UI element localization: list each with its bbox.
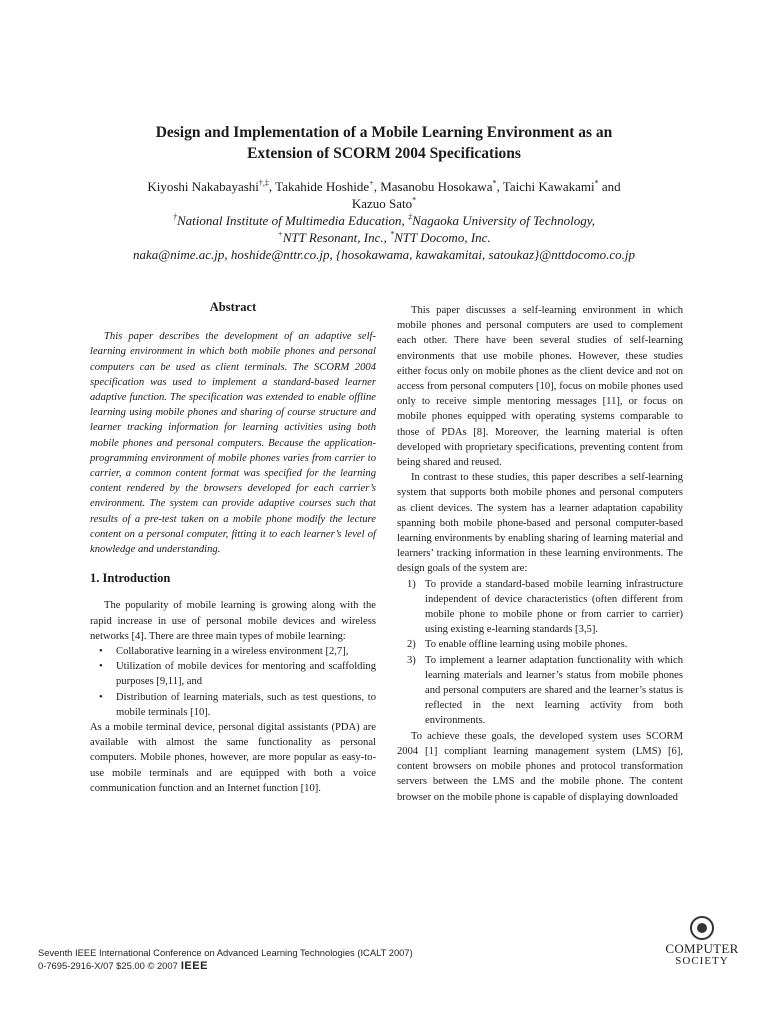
body-paragraph-1: This paper discusses a self-learning environment in which mobile phones and personal computers are used to complement each other. There have been several studies of self-learning environments that use mobile phones. However, these studies either focus only on mobile phones as the client device and not on access from personal computers [10], focus on mobile phones used only to receive simple mentoring messages [11], or focus on mobile phones equipped with operating systems comparable to those of PDAs [8]. Moreover, the learning material is often developed with proprietary specifications, preventing content from being shared and reused. xyxy=(397,305,683,469)
computer-society-emblem-icon xyxy=(690,916,714,940)
list-item xyxy=(90,659,376,689)
author-name: Kazuo Sato xyxy=(351,196,413,211)
paper-title xyxy=(90,122,678,164)
author-mark: * xyxy=(492,178,497,188)
list-item xyxy=(90,644,376,659)
list-item-text: To provide a standard-based mobile learning infrastructure independent of device characteristics (often different from mobile phone to mobile phone or from carrier to carrier) using existing e-learning standards [3,5]. xyxy=(425,578,683,636)
affiliation-mark: † xyxy=(172,212,177,222)
list-number: 3) xyxy=(407,654,416,666)
list-number: 2) xyxy=(407,639,416,651)
abstract-heading: Abstract xyxy=(209,300,257,314)
list-item xyxy=(397,653,683,729)
list-number: 1) xyxy=(407,578,416,590)
intro-paragraph-2: As a mobile terminal device, personal digital assistants (PDA) are available with almost the same functionality as personal computers. Mobile phones, however, are more popular as easy-to-use mobile terminals and are equipped with both a voice communication function and an Internet function [10]. xyxy=(90,722,376,794)
logo-text-line-2: SOCIETY xyxy=(675,955,729,967)
conference-name: Seventh IEEE International Conference on Advanced Learning Technologies (ICALT 2007) xyxy=(38,947,413,958)
list-item-text: Utilization of mobile devices for mentoring and scaffolding purposes [9,11], and xyxy=(116,661,376,688)
list-item-text: To enable offline learning using mobile phones. xyxy=(425,639,628,651)
left-column xyxy=(90,300,376,796)
author-list xyxy=(78,178,690,195)
intro-paragraph-1: The popularity of mobile learning is growing along with the rapid increase in use of personal mobile devices and wireless networks [4]. There are three main types of mobile learning: xyxy=(90,600,376,642)
bullet-icon: • xyxy=(99,661,103,673)
body-paragraph-2: In contrast to these studies, this paper describes a self-learning system that supports both mobile phones and personal computers as client devices. The system has a learner adaptation capability spanning both mobile phone-based and personal computer-based learning environments by enabling sharing of learning material and learners’ tracking information in these learning environments. The design goals of the system are: xyxy=(397,472,683,575)
affiliation-mark: ‡ xyxy=(408,212,413,222)
affiliation: NTT Resonant, Inc., xyxy=(282,230,391,245)
author-mark: * xyxy=(594,178,599,188)
body-paragraph-3: To achieve these goals, the developed system uses SCORM 2004 [1] compliant learning management system (LMS) [6], content browsers on mobile phones and protocol transformation servers between the LMS and the mobile phone. The content browser on the mobile phone is capable of displaying downloaded xyxy=(397,730,683,803)
bullet-icon: • xyxy=(99,691,103,703)
author-emails: naka@nime.ac.jp, hoshide@nttr.co.jp, {hosokawama, kawakamitai, satoukaz}@nttdocomo.co.jp xyxy=(133,247,635,262)
author-name: , Masanobu Hosokawa xyxy=(373,179,493,194)
logo-text-line-1: COMPUTER xyxy=(665,941,739,956)
title-line-2: Extension of SCORM 2004 Specifications xyxy=(247,145,521,162)
author-conjunction: and xyxy=(598,179,621,194)
affiliation-line-1 xyxy=(78,212,690,229)
affiliation: National Institute of Multimedia Education, xyxy=(176,213,409,228)
ieee-logo: IEEE xyxy=(180,960,208,972)
author-mark: * xyxy=(412,195,417,205)
affiliation: Nagaoka University of Technology, xyxy=(412,213,596,228)
author-block xyxy=(78,178,690,263)
list-item-text: Collaborative learning in a wireless environment [2,7], xyxy=(116,646,349,658)
abstract-body: This paper describes the development of an adaptive self-learning environment in which both mobile phones and personal computers can be used as client terminals. The SCORM 2004 specification was used to implement a standard-based learner adaptive function. The specification was extended to enable offline learning using mobile phones and sharing of course structure and learner tracking information for learning activities using both mobile phones and personal computers. Because the application-programming environment of mobile phones varies from carrier to carrier, a common content format was specified for the learning content rendered by the browsers developed for each carrier’s environment. The system can provide adaptive courses such that results of a pre-test taken on a mobile phone modify the lecture content on a personal computer, fitting it to each learner’s level of knowledge and understanding. xyxy=(90,331,376,556)
author-list-line-2 xyxy=(78,195,690,212)
conference-footer xyxy=(38,946,413,973)
author-mark: †,‡ xyxy=(258,178,269,188)
design-goals-list xyxy=(397,577,683,729)
computer-society-logo xyxy=(660,916,744,972)
list-item xyxy=(90,690,376,720)
isbn-price: 0-7695-2916-X/07 $25.00 © 2007 xyxy=(38,960,178,971)
bullet-icon: • xyxy=(99,646,103,658)
list-item-text: Distribution of learning materials, such as test questions, to mobile terminals [10]. xyxy=(116,691,376,718)
author-name: , Taichi Kawakami xyxy=(496,179,595,194)
copyright-line xyxy=(38,959,413,973)
list-item-text: To implement a learner adaptation functionality with which learning materials and learner’s status from mobile phones and personal computers are shared and the learner’s status is reflected in the next learning activity from both environments. xyxy=(425,654,683,727)
affiliation-mark: + xyxy=(277,229,283,239)
affiliation-mark: * xyxy=(390,229,395,239)
title-line-1: Design and Implementation of a Mobile Learning Environment as an xyxy=(155,124,613,141)
right-column xyxy=(397,303,683,805)
affiliation: NTT Docomo, Inc. xyxy=(394,230,491,245)
list-item xyxy=(397,577,683,638)
author-mark: + xyxy=(369,178,374,188)
section-heading-introduction: 1. Introduction xyxy=(90,571,171,586)
author-name: , Takahide Hoshide xyxy=(268,179,370,194)
mobile-learning-types-list xyxy=(90,644,376,720)
author-name: Kiyoshi Nakabayashi xyxy=(147,179,259,194)
affiliation-line-2 xyxy=(78,229,690,246)
list-item xyxy=(397,637,683,652)
